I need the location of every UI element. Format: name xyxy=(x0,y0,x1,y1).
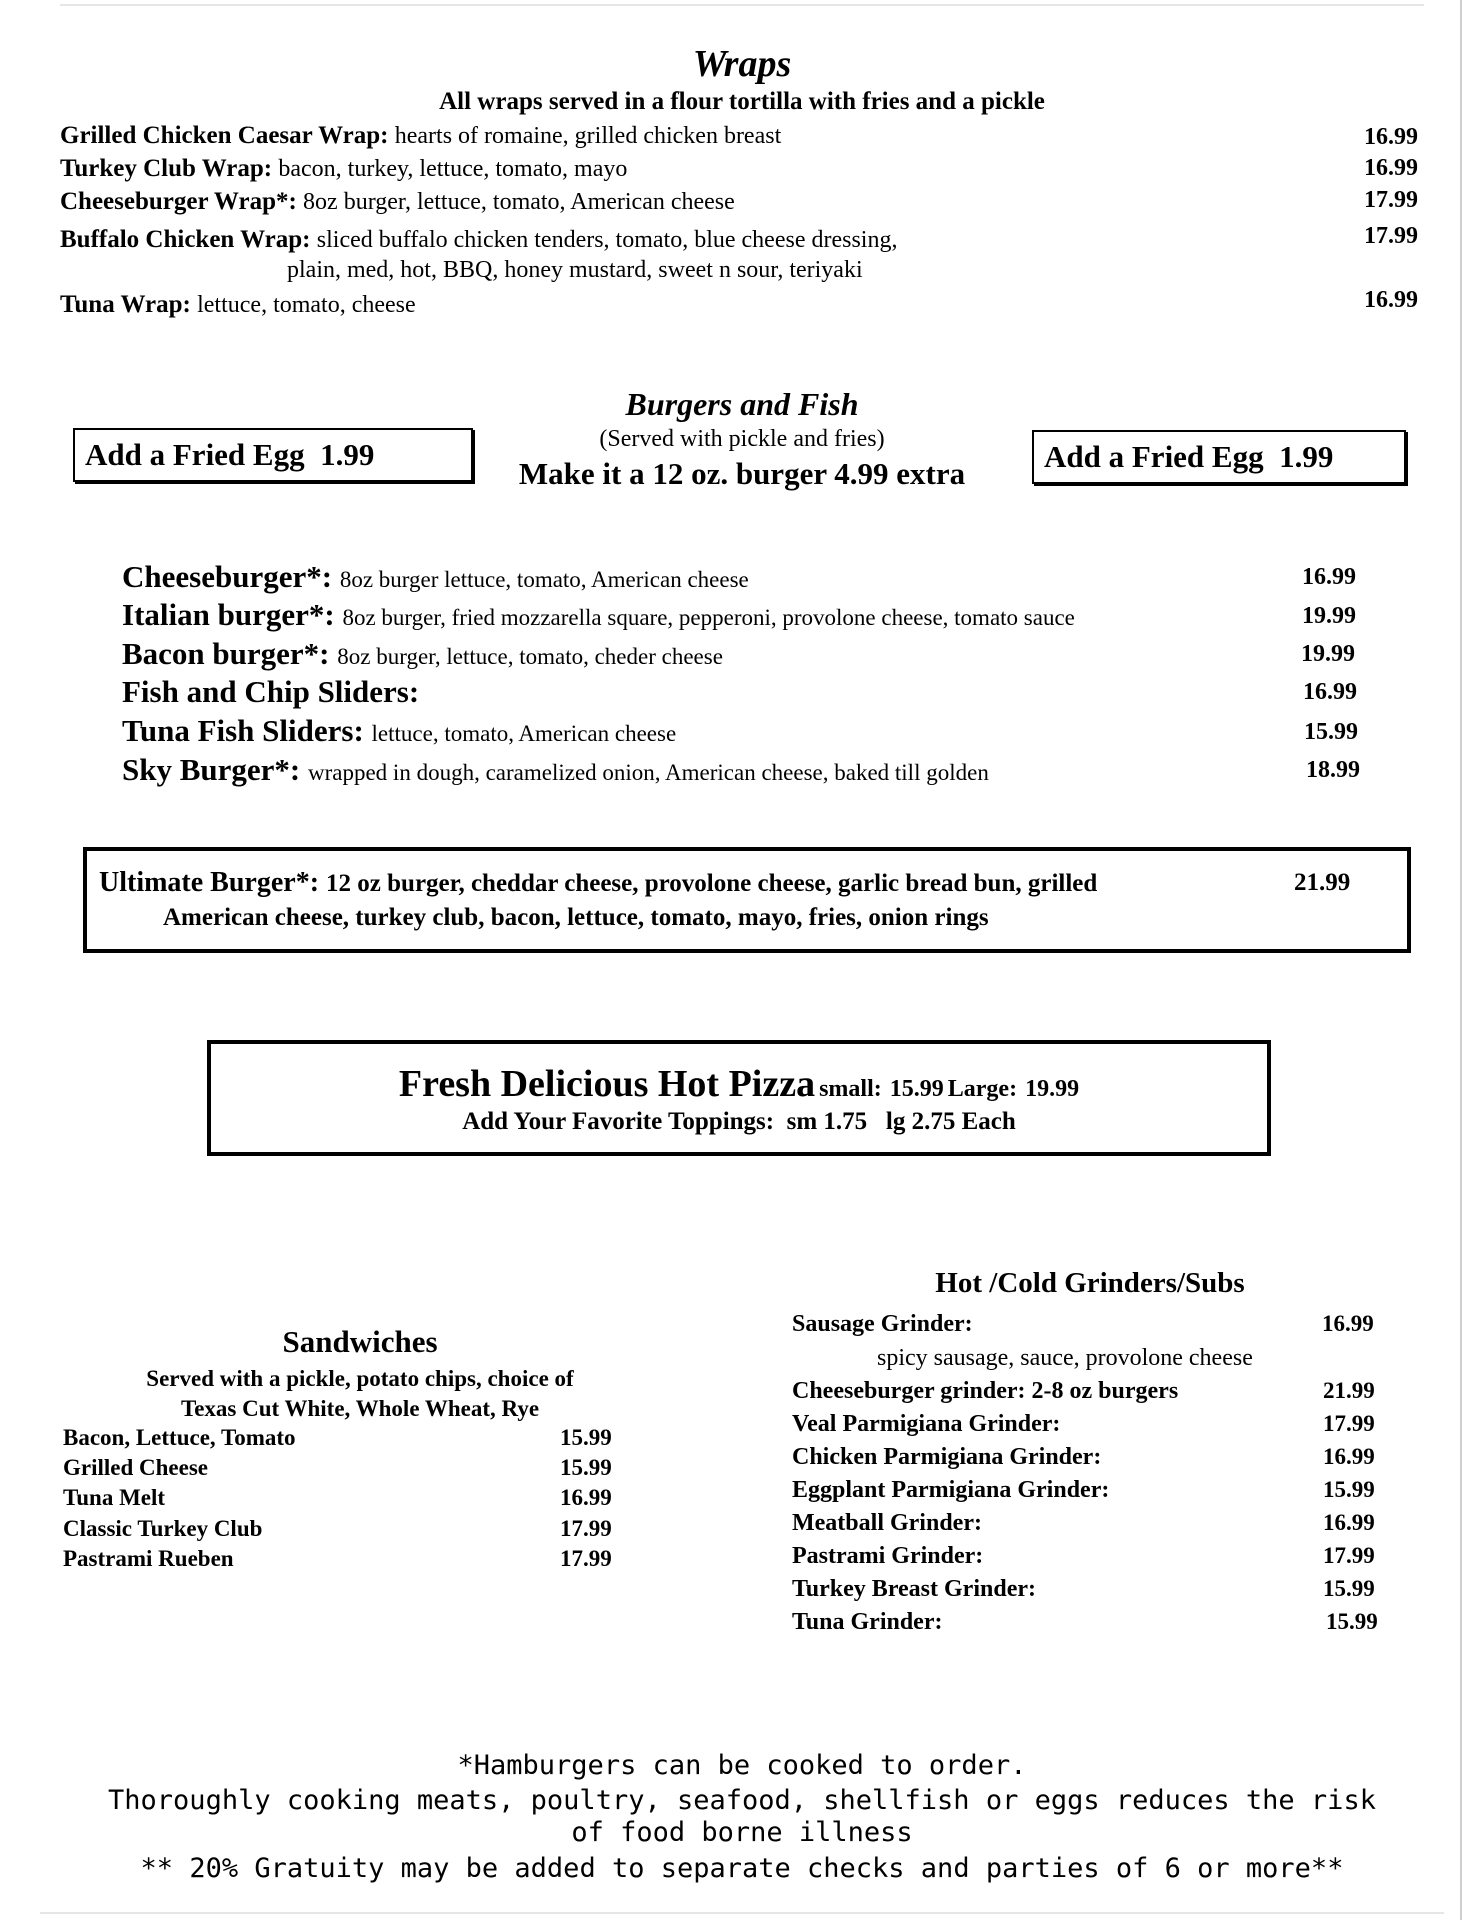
wrap-item xyxy=(60,122,781,150)
ultimate-price: 21.99 xyxy=(1294,869,1351,896)
sandwich-item-price: 17.99 xyxy=(560,1546,612,1571)
item-price: 16.99 xyxy=(1303,679,1357,705)
item-price: 16.99 xyxy=(1364,124,1418,150)
item-name: Sky Burger*: xyxy=(122,752,301,787)
sandwich-item-price: 17.99 xyxy=(560,1516,612,1541)
item-name: Turkey Club Wrap: xyxy=(60,155,273,182)
grinder-item-note: spicy sausage, sauce, provolone cheese xyxy=(877,1345,1253,1371)
pizza-title: Fresh Delicious Hot Pizza xyxy=(398,1063,816,1105)
grinder-item-price: 17.99 xyxy=(1323,1543,1375,1568)
sandwiches-subtitle: Served with a pickle, potato chips, choice of xyxy=(146,1366,574,1391)
ultimate-name: Ultimate Burger*: xyxy=(99,867,320,898)
scan-edge-right xyxy=(1460,0,1462,1920)
wraps-title: Wraps xyxy=(692,43,792,85)
pizza-small-price: 15.99 xyxy=(889,1076,944,1102)
sandwich-item-name: Pastrami Rueben xyxy=(63,1546,234,1571)
pizza-small-label: small: xyxy=(819,1076,882,1102)
item-name: Italian burger*: xyxy=(122,597,335,632)
sandwich-item-name: Grilled Cheese xyxy=(63,1455,208,1480)
sandwich-item-price: 15.99 xyxy=(560,1455,612,1480)
grinder-item-name: Turkey Breast Grinder: xyxy=(792,1576,1036,1602)
grinder-item-price: 21.99 xyxy=(1323,1378,1375,1403)
ultimate-desc2: American cheese, turkey club, bacon, lettuce, tomato, mayo, fries, onion rings xyxy=(163,904,989,931)
item-desc: lettuce, tomato, American cheese xyxy=(371,721,677,746)
grinder-item-name: Tuna Grinder: xyxy=(792,1609,943,1635)
item-name: Cheeseburger*: xyxy=(122,559,333,594)
item-desc: wrapped in dough, caramelized onion, American cheese, baked till golden xyxy=(308,760,989,785)
burger-item xyxy=(122,559,749,595)
burger-item xyxy=(122,674,419,710)
wrap-item xyxy=(60,188,735,216)
wrap-item xyxy=(60,291,416,319)
pizza-box xyxy=(207,1040,1271,1156)
item-price: 16.99 xyxy=(1364,287,1418,313)
item-desc-continued: plain, med, hot, BBQ, honey mustard, sweet n sour, teriyaki xyxy=(287,257,863,283)
item-name: Fish and Chip Sliders: xyxy=(122,674,420,709)
grinder-item-name: Eggplant Parmigiana Grinder: xyxy=(792,1477,1110,1503)
sandwiches-bread-choice: Texas Cut White, Whole Wheat, Rye xyxy=(180,1396,540,1421)
scan-edge-top xyxy=(60,4,1424,6)
fried-egg-box-right xyxy=(1032,430,1406,484)
grinder-item-price: 16.99 xyxy=(1322,1311,1374,1336)
burgers-subtitle: (Served with pickle and fries) xyxy=(599,426,885,452)
item-price: 16.99 xyxy=(1364,155,1418,181)
sandwich-item-name: Tuna Melt xyxy=(63,1485,166,1510)
fried-egg-label: Add a Fried Egg xyxy=(85,437,305,472)
item-desc: 8oz burger, fried mozzarella square, pepperoni, provolone cheese, tomato sauce xyxy=(342,605,1075,630)
toppings-small: sm 1.75 xyxy=(786,1108,868,1135)
footer-gratuity: ** 20% Gratuity may be added to separate checks and parties of 6 or more** xyxy=(140,1853,1344,1884)
sandwich-item-price: 16.99 xyxy=(560,1485,612,1510)
fried-egg-label: Add a Fried Egg xyxy=(1044,439,1264,474)
sandwich-item-name: Classic Turkey Club xyxy=(63,1516,263,1541)
grinders-title: Hot /Cold Grinders/Subs xyxy=(935,1267,1245,1299)
item-price: 16.99 xyxy=(1302,564,1356,590)
grinder-item-price: 17.99 xyxy=(1323,1411,1375,1436)
sandwiches-title: Sandwiches xyxy=(282,1324,438,1359)
fried-egg-price: 1.99 xyxy=(320,437,375,472)
item-desc: lettuce, tomato, cheese xyxy=(197,292,416,318)
item-name: Cheeseburger Wrap*: xyxy=(60,188,297,215)
grinder-item-name: Veal Parmigiana Grinder: xyxy=(792,1411,1061,1437)
item-name: Grilled Chicken Caesar Wrap: xyxy=(60,122,389,149)
grinder-item-price: 15.99 xyxy=(1326,1609,1378,1634)
item-name: Buffalo Chicken Wrap: xyxy=(60,226,311,253)
ultimate-desc1: 12 oz burger, cheddar cheese, provolone cheese, garlic bread bun, grilled xyxy=(326,870,1098,897)
footer-cooked-to-order: *Hamburgers can be cooked to order. xyxy=(457,1750,1027,1781)
item-name: Tuna Wrap: xyxy=(60,291,191,318)
item-desc: sliced buffalo chicken tenders, tomato, blue cheese dressing, xyxy=(316,227,898,253)
grinder-item-price: 15.99 xyxy=(1323,1576,1375,1601)
wrap-item xyxy=(60,226,897,254)
ultimate-line1 xyxy=(99,867,1097,899)
grinder-item-name: Pastrami Grinder: xyxy=(792,1543,984,1569)
item-price: 17.99 xyxy=(1364,187,1418,213)
scan-edge-bottom xyxy=(40,1912,1444,1914)
wrap-item xyxy=(60,155,627,183)
item-price: 19.99 xyxy=(1302,603,1356,629)
pizza-large-price: 19.99 xyxy=(1025,1076,1080,1102)
item-desc: bacon, turkey, lettuce, tomato, mayo xyxy=(278,156,628,182)
grinder-item-name: Sausage Grinder: xyxy=(792,1311,973,1337)
sandwich-item-name: Bacon, Lettuce, Tomato xyxy=(63,1425,296,1450)
burger-item xyxy=(122,713,676,749)
item-price: 18.99 xyxy=(1306,757,1360,783)
toppings-label: Add Your Favorite Toppings: xyxy=(462,1108,775,1135)
grinder-item-price: 15.99 xyxy=(1323,1477,1375,1502)
grinder-item-name: Meatball Grinder: xyxy=(792,1510,982,1536)
item-desc: 2-8 oz burgers xyxy=(1031,1378,1179,1404)
burger-item xyxy=(122,636,723,672)
item-desc: 8oz burger lettuce, tomato, American cheese xyxy=(339,567,749,592)
item-price: 15.99 xyxy=(1304,719,1358,745)
item-desc: hearts of romaine, grilled chicken breast xyxy=(394,123,782,149)
grinder-item-name: Chicken Parmigiana Grinder: xyxy=(792,1444,1102,1470)
burger-item xyxy=(122,752,989,788)
grinder-item-price: 16.99 xyxy=(1323,1510,1375,1535)
toppings-large: lg 2.75 Each xyxy=(885,1108,1016,1135)
item-desc: 8oz burger, lettuce, tomato, cheder cheese xyxy=(337,644,723,669)
item-price: 17.99 xyxy=(1364,223,1418,249)
item-price: 19.99 xyxy=(1301,641,1355,667)
pizza-toppings xyxy=(211,1108,1267,1136)
burger-upgrade: Make it a 12 oz. burger 4.99 extra xyxy=(518,456,966,491)
item-desc: 8oz burger, lettuce, tomato, American cheese xyxy=(303,189,735,215)
sandwich-item-price: 15.99 xyxy=(560,1425,612,1450)
footer-food-warning: Thoroughly cooking meats, poultry, seafood, shellfish or eggs reduces the risk xyxy=(108,1785,1376,1816)
pizza-large-label: Large: xyxy=(947,1076,1018,1102)
item-name: Bacon burger*: xyxy=(122,636,330,671)
fried-egg-box-left xyxy=(73,428,473,482)
ultimate-burger-box xyxy=(83,847,1411,953)
grinder-item xyxy=(792,1378,1178,1405)
pizza-line1 xyxy=(211,1062,1267,1106)
burger-item xyxy=(122,597,1075,633)
fried-egg-price: 1.99 xyxy=(1279,439,1334,474)
wraps-subtitle: All wraps served in a flour tortilla with fries and a pickle xyxy=(439,88,1045,115)
item-name: Tuna Fish Sliders: xyxy=(122,713,364,748)
burgers-title: Burgers and Fish xyxy=(625,386,859,422)
footer-food-warning-cont: of food borne illness xyxy=(571,1817,913,1848)
grinder-item-price: 16.99 xyxy=(1323,1444,1375,1469)
item-name: Cheeseburger grinder: xyxy=(792,1378,1026,1404)
